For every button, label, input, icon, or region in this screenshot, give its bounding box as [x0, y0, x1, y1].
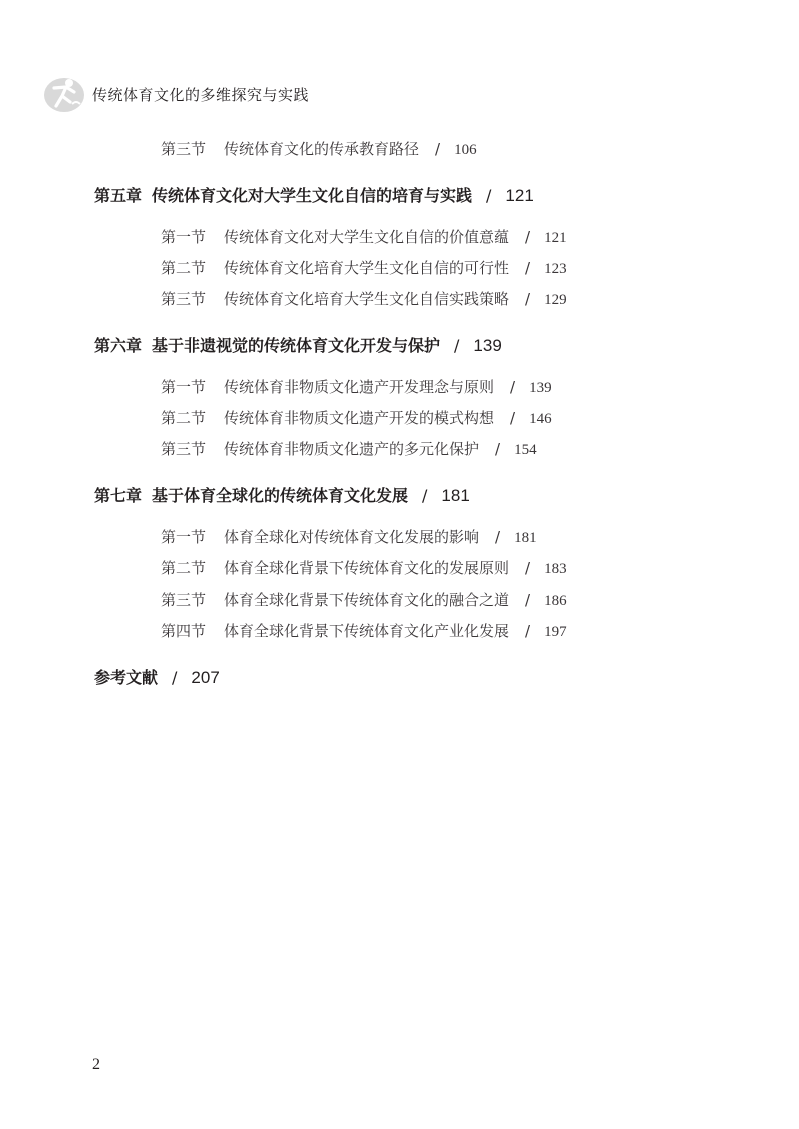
section-title: 传统体育非物质文化遗产的多元化保护 [224, 440, 480, 458]
page-ref: 207 [191, 668, 220, 687]
separator: / [510, 409, 516, 427]
page-ref: 129 [544, 292, 567, 308]
separator: / [495, 528, 501, 546]
page-number: 2 [92, 1056, 100, 1073]
toc-section-row[interactable] [161, 292, 567, 308]
section-number: 第三节 [161, 591, 207, 609]
separator: / [454, 336, 460, 355]
page-ref: 121 [505, 186, 534, 205]
page-ref: 139 [473, 336, 502, 355]
book-title: 传统体育文化的多维探究与实践 [92, 85, 310, 104]
section-title: 传统体育文化的传承教育路径 [224, 140, 420, 158]
page-ref: 197 [544, 624, 567, 640]
toc-section-row[interactable] [161, 530, 537, 546]
separator: / [510, 378, 516, 396]
toc-chapter-row[interactable] [94, 337, 502, 354]
separator: / [172, 668, 178, 687]
running-figure-logo-icon [42, 74, 86, 114]
toc-section-row[interactable] [161, 624, 567, 640]
page-ref: 183 [544, 561, 567, 577]
separator: / [486, 186, 492, 205]
toc-section-row[interactable] [161, 380, 552, 396]
toc-section-row[interactable] [161, 142, 477, 158]
page-ref: 181 [514, 530, 537, 546]
references-title: 参考文献 [94, 668, 159, 687]
section-number: 第二节 [161, 559, 207, 577]
chapter-number: 第七章 [94, 486, 143, 505]
section-title: 体育全球化背景下传统体育文化产业化发展 [224, 622, 510, 640]
chapter-title: 基于体育全球化的传统体育文化发展 [152, 486, 409, 505]
chapter-title: 传统体育文化对大学生文化自信的培育与实践 [152, 186, 473, 205]
section-number: 第二节 [161, 409, 207, 427]
separator: / [525, 290, 531, 308]
separator: / [435, 140, 441, 158]
toc-section-row[interactable] [161, 230, 567, 246]
toc-section-row[interactable] [161, 442, 537, 458]
separator: / [525, 228, 531, 246]
section-title: 传统体育文化培育大学生文化自信实践策略 [224, 290, 510, 308]
section-number: 第三节 [161, 290, 207, 308]
page-ref: 186 [544, 593, 567, 609]
section-title: 传统体育文化培育大学生文化自信的可行性 [224, 259, 510, 277]
page-ref: 139 [529, 380, 552, 396]
separator: / [525, 559, 531, 577]
toc-section-row[interactable] [161, 593, 567, 609]
chapter-title: 基于非遗视觉的传统体育文化开发与保护 [152, 336, 441, 355]
page-ref: 154 [514, 442, 537, 458]
toc-section-row[interactable] [161, 561, 567, 577]
page-ref: 146 [529, 411, 552, 427]
section-title: 传统体育文化对大学生文化自信的价值意蕴 [224, 228, 510, 246]
section-title: 体育全球化背景下传统体育文化的融合之道 [224, 591, 510, 609]
chapter-number: 第五章 [94, 186, 143, 205]
section-number: 第一节 [161, 528, 207, 546]
section-title: 传统体育非物质文化遗产开发的模式构想 [224, 409, 495, 427]
section-title: 体育全球化对传统体育文化发展的影响 [224, 528, 480, 546]
section-number: 第一节 [161, 228, 207, 246]
section-title: 体育全球化背景下传统体育文化的发展原则 [224, 559, 510, 577]
section-number: 第一节 [161, 378, 207, 396]
separator: / [422, 486, 428, 505]
separator: / [525, 259, 531, 277]
running-header [42, 74, 309, 114]
section-number: 第三节 [161, 440, 207, 458]
page-ref: 106 [454, 142, 477, 158]
separator: / [525, 591, 531, 609]
page-ref: 121 [544, 230, 567, 246]
section-number: 第四节 [161, 622, 207, 640]
toc-section-row[interactable] [161, 411, 552, 427]
toc-references-row[interactable] [94, 669, 220, 686]
page-ref: 181 [441, 486, 470, 505]
toc-chapter-row[interactable] [94, 487, 470, 504]
section-title: 传统体育非物质文化遗产开发理念与原则 [224, 378, 495, 396]
separator: / [525, 622, 531, 640]
section-number: 第三节 [161, 140, 207, 158]
page-ref: 123 [544, 261, 567, 277]
separator: / [495, 440, 501, 458]
toc-chapter-row[interactable] [94, 187, 534, 204]
chapter-number: 第六章 [94, 336, 143, 355]
section-number: 第二节 [161, 259, 207, 277]
toc-section-row[interactable] [161, 261, 567, 277]
